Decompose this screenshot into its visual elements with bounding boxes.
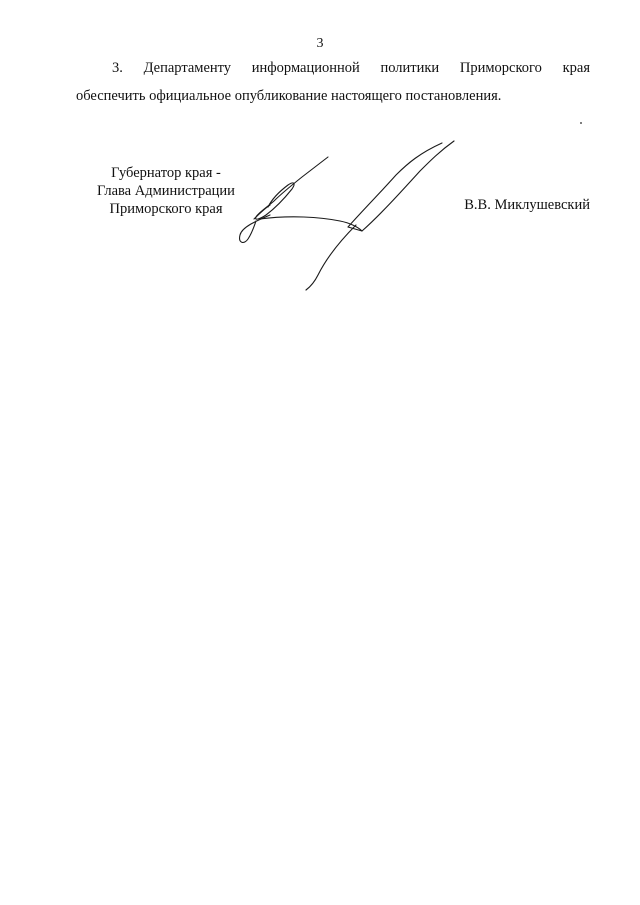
- paragraph-line-1: 3. Департаменту информационной политики Приморского края: [112, 60, 590, 76]
- paragraph-line-2: обеспечить официальное опубликование настоящего постановления.: [76, 88, 502, 104]
- signer-title-line: Приморского края: [109, 201, 223, 217]
- page-number: 3: [316, 36, 324, 51]
- scan-speck: [580, 122, 582, 124]
- signer-name: В.В. Миклушевский: [464, 197, 590, 213]
- signer-title-line: Глава Администрации: [97, 183, 235, 199]
- handwritten-signature: [230, 135, 470, 300]
- signer-title-line: Губернатор края -: [111, 165, 221, 181]
- signer-title: [76, 164, 256, 218]
